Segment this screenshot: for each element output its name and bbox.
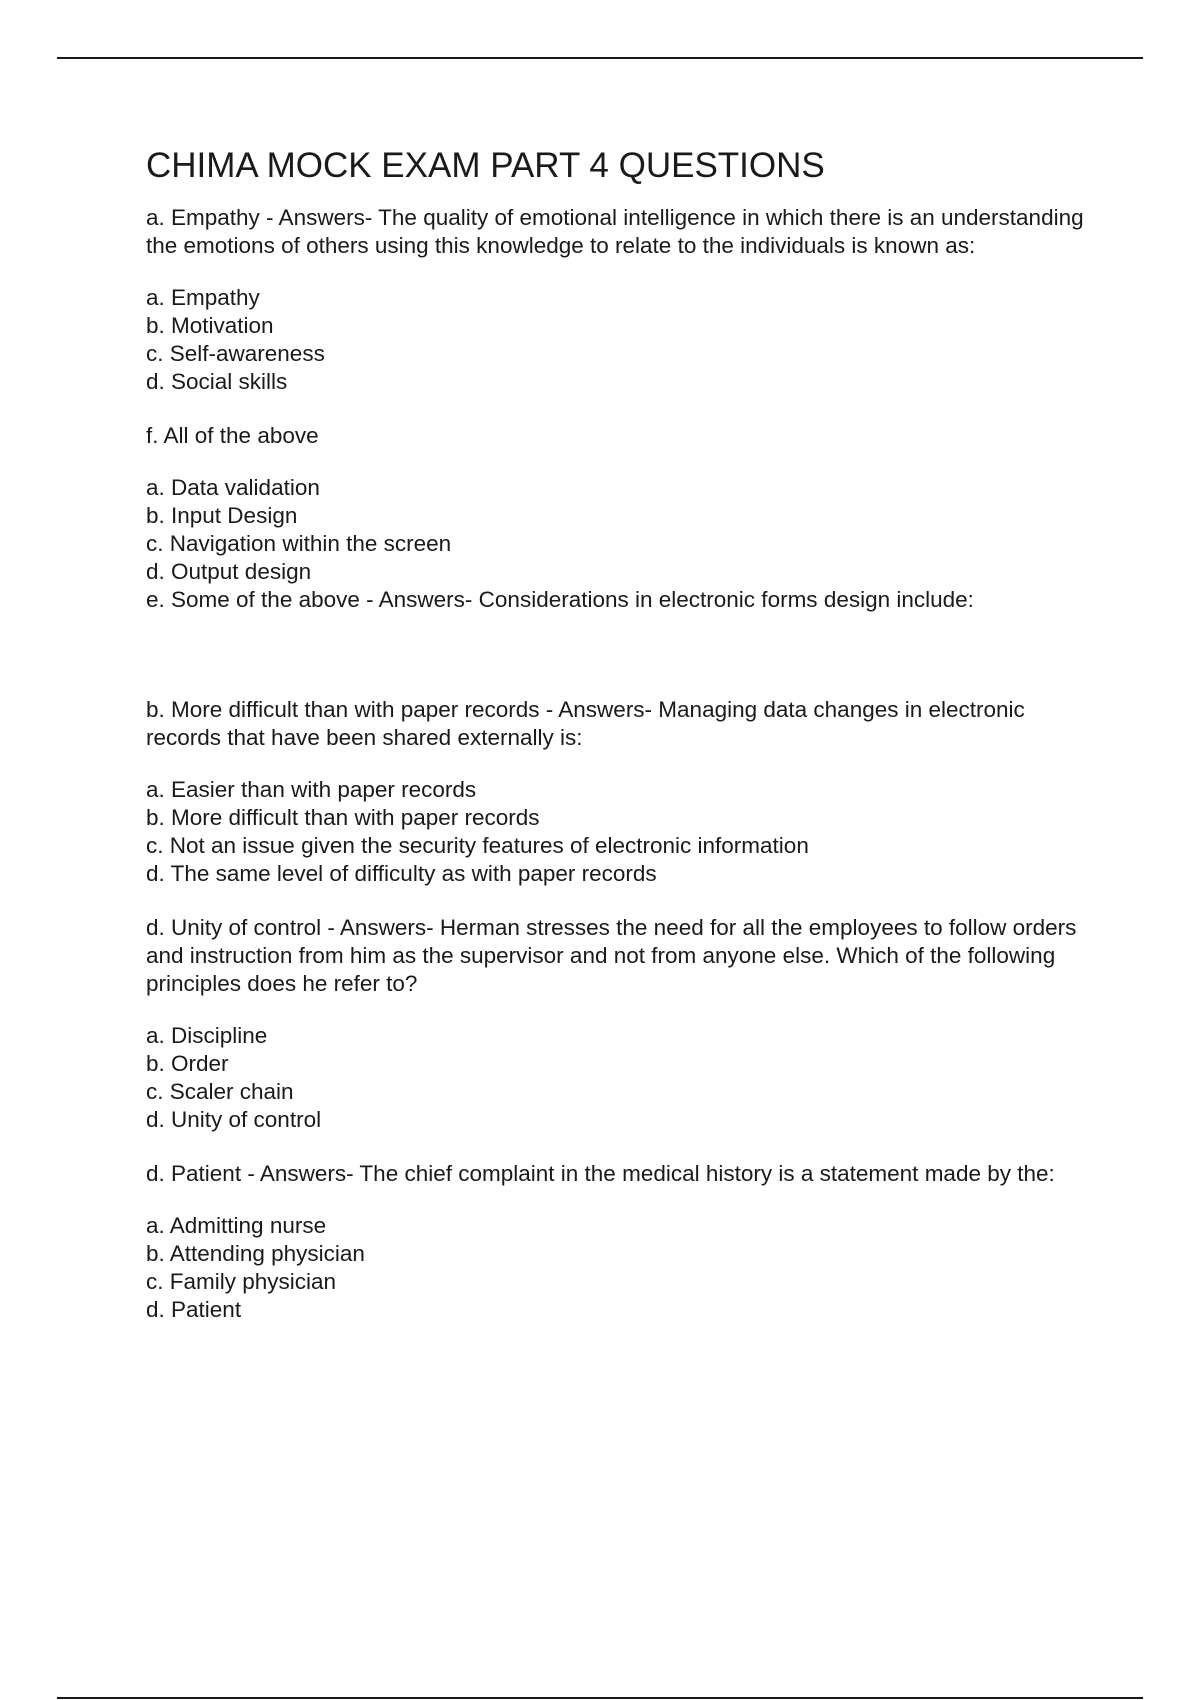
question-4-option-b: b. Order — [146, 1051, 229, 1076]
question-5-text: d. Patient - Answers- The chief complaint in the medical history is a statement made by the: — [146, 1161, 1055, 1186]
question-2-option-b: b. Input Design — [146, 503, 298, 528]
question-3-text: b. More difficult than with paper records - Answers- Managing data changes in electronic records that have been shared externally is: — [146, 697, 1025, 750]
question-4 — [146, 914, 1096, 1134]
question-1-option-d: d. Social skills — [146, 369, 288, 394]
bottom-rule — [57, 1697, 1143, 1699]
question-5-option-c: c. Family physician — [146, 1269, 337, 1294]
question-3-option-c: c. Not an issue given the security features of electronic information — [146, 833, 809, 858]
question-1 — [146, 204, 1096, 396]
question-1-option-a: a. Empathy — [146, 285, 260, 310]
question-3-option-b: b. More difficult than with paper records — [146, 805, 540, 830]
document-body — [146, 144, 1096, 1324]
question-2-option-c: c. Navigation within the screen — [146, 531, 452, 556]
question-2-lead: f. All of the above — [146, 423, 319, 448]
question-2-option-a: a. Data validation — [146, 475, 320, 500]
top-rule — [57, 57, 1143, 59]
question-5-option-d: d. Patient — [146, 1297, 242, 1322]
question-5-option-b: b. Attending physician — [146, 1241, 365, 1266]
question-4-text: d. Unity of control - Answers- Herman stresses the need for all the employees to follow orders and instruction from him as the supervisor and not from anyone else. Which of the following principles does he refer to? — [146, 915, 1077, 996]
question-4-option-d: d. Unity of control — [146, 1107, 322, 1132]
question-4-option-a: a. Discipline — [146, 1023, 268, 1048]
question-1-text: a. Empathy - Answers- The quality of emotional intelligence in which there is an understanding the emotions of others using this knowledge to relate to the individuals is known as: — [146, 205, 1084, 258]
question-3-option-d: d. The same level of difficulty as with paper records — [146, 861, 657, 886]
question-3-option-a: a. Easier than with paper records — [146, 777, 477, 802]
question-4-option-c: c. Scaler chain — [146, 1079, 294, 1104]
question-2-answer-line: e. Some of the above - Answers- Considerations in electronic forms design include: — [146, 587, 974, 612]
question-1-option-b: b. Motivation — [146, 313, 274, 338]
question-2-option-d: d. Output design — [146, 559, 312, 584]
page-title: CHIMA MOCK EXAM PART 4 QUESTIONS — [146, 146, 825, 185]
question-2 — [146, 422, 1096, 614]
question-1-option-c: c. Self-awareness — [146, 341, 325, 366]
question-5 — [146, 1160, 1096, 1324]
question-3 — [146, 696, 1096, 888]
question-5-option-a: a. Admitting nurse — [146, 1213, 327, 1238]
